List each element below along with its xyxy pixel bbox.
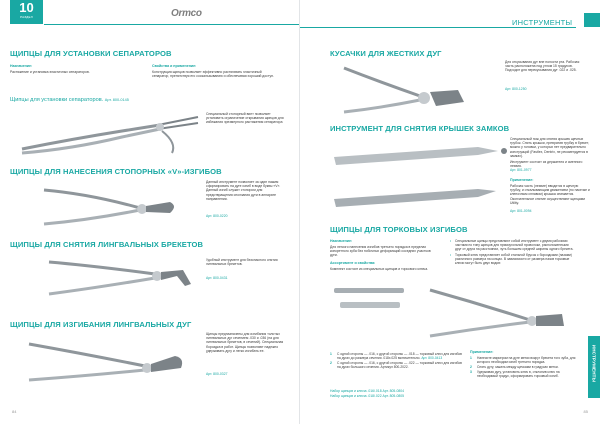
side-tab-label: ИНСТРУМЕНТЫ (591, 344, 597, 383)
v-bend-pliers-article: Арт. 800-0220 (206, 214, 228, 218)
purpose-text: Растяжение и установка эластичных сепараторов. (10, 70, 90, 74)
usage-text: Рабочая часть (лезвие) вводится в щечную трубку, и откалывающим движением (по насечке и клепочным сплавом) крышка снимается. Окончательное снятие осуществляют щипцами Utility. (510, 184, 590, 205)
props-text: Конструкция щипцов позволяет эффективно растягивать эластичный сепаратор, препятствуя его соскальзыванию и обеспечивая хороший доступ. (152, 70, 274, 79)
hard-wire-cutter-image (340, 62, 490, 122)
list-item (330, 361, 465, 369)
list-number: 1 (470, 356, 472, 360)
torque-use-list (470, 356, 580, 379)
list-item (470, 370, 580, 378)
cap-removal-tool-article-1: Арт. 801-0977 (510, 168, 532, 172)
v-bend-pliers-desc: Данный инструмент позволяет за один нажим сформировать на дуге изгиб в виде буквы «V». Данный изгиб служит стопором для предотвращения сползания дуги в аппарате направлении. (206, 180, 281, 201)
torque-key-list (330, 352, 465, 370)
lingual-arch-pliers-image (25, 334, 195, 386)
list-text: Снять дугу, зажать между щечками в градусах метки. (477, 365, 559, 370)
section-title-v-bend-pliers: ЩИПЦЫ ДЛЯ НАНЕСЕНИЯ СТОПОРНЫХ «V»-ИЗГИБОВ (10, 167, 222, 176)
list-number: 1 (330, 352, 332, 356)
cap-removal-tool-desc: Специальный нож для снятия крышек щечных трубок. Снять крышки, превратив трубку в брекет, можно у головки, у которых нет предварительно конструкций (Fastlex, Dentrix, не рекомендуется в замках). (510, 137, 589, 158)
header-tab (584, 13, 600, 27)
subtitle-text: Щипцы для установки сепараторов. (10, 97, 104, 103)
lingual-arch-pliers-article: Арт. 800-0327 (206, 372, 228, 376)
lingual-debond-pliers-image (45, 254, 200, 298)
subtitle (10, 97, 129, 103)
section-title-cap-removal-tool: ИНСТРУМЕНТ ДЛЯ СНЯТИЯ КРЫШЕК ЗАМКОВ (330, 124, 510, 133)
set-article-2: Набор щипцов и ключа .018/.022 Арт. 805-0805 (330, 394, 404, 398)
hard-wire-cutter-article: Арт. 800-1250 (505, 87, 527, 91)
list-item (470, 356, 580, 364)
header-rule (44, 24, 300, 25)
torque-pliers-image (330, 280, 570, 342)
subtitle-article: Арт. 800-0145 (104, 98, 129, 102)
torque-use-label: Применение: (470, 350, 494, 354)
cap-removal-tool-note: Инструмент состоит из держателя и сменного лезвия. (510, 160, 583, 169)
usage-label: Применение: (510, 178, 534, 182)
purpose-label: Назначение: (10, 64, 33, 68)
bullet-item: • Торковый ключ представляет собой стальной брусок с бороздками (пазами) различного размера на концах. В зависимости от размера пазов торковые ключи могут быть двух видов: (450, 253, 575, 265)
section-title-hard-wire-cutter: КУСАЧКИ ДЛЯ ЖЕСТКИХ ДУГ (330, 49, 442, 58)
set-article-1: Набор щипцов и ключа .016/.018 Арт. 805-0804 (330, 389, 404, 393)
section-title: ИНСТРУМЕНТЫ (512, 18, 573, 27)
list-number: 2 (470, 365, 472, 370)
list-item (470, 365, 580, 369)
separator-pliers-image (12, 109, 202, 157)
lingual-debond-pliers-article: Арт. 800-0431 (206, 276, 228, 280)
lingual-debond-pliers-desc: Удобный инструмент для безопасного снятия лингвальных брекетов. (206, 258, 278, 267)
page-number-right: 85 (583, 409, 588, 414)
section-title-lingual-arch-pliers: ЩИПЦЫ ДЛЯ ИЗГИБАНИЯ ЛИНГВАЛЬНЫХ ДУГ (10, 320, 192, 329)
bullet-item: • Специальные щипцы представляют собой инструмент с двумя рабочими частями по типу щипцов для прямоугольной проволоки, расположенными друг от друга на расстоянии, чуть большем средней ширины одного брекета. (450, 239, 575, 251)
torque-purpose-text: Для легкого нанесения изгибов третьего порядка в пределах конкретного зуба без побочных деформаций соседних участков дуги. (330, 245, 431, 258)
torque-set-text: Комплект состоит из специальных щипцов и торкового ключа. (330, 267, 429, 271)
lingual-arch-pliers-desc: Щипцы предназначены для изгибания толстых лингвальных дуг сечением .030 и .036 (на для лингвальных брекетов, в сечений). Специальная бороздка в работ. Щипцы позволяют надежно удерживать дугу и легко изгибать ее. (206, 332, 284, 353)
cap-removal-tool-image (328, 137, 518, 209)
list-article: Арт. 800-0413 (421, 356, 443, 361)
right-page (300, 0, 600, 424)
chapter-number: 10 (19, 0, 34, 15)
section-title-torque-pliers: ЩИПЦЫ ДЛЯ ТОРКОВЫХ ИЗГИБОВ (330, 225, 468, 234)
list-number: 2 (330, 361, 332, 366)
list-number: 3 (470, 370, 472, 375)
side-tab (588, 336, 600, 398)
torque-purpose-label: Назначение: (330, 239, 353, 243)
section-title-separator-pliers: ЩИПЦЫ ДЛЯ УСТАНОВКИ СЕПАРАТОРОВ (10, 49, 172, 58)
header-rule-right (300, 27, 576, 28)
list-text: Нанесите маркером на дуге метки вокруг брекета того зуба, для которого необходим изгиб третьего порядка. (477, 356, 576, 365)
v-bend-pliers-image (40, 180, 190, 228)
page-number-left: 84 (12, 409, 17, 414)
props-label: Свойства и применение: (152, 64, 197, 68)
chapter-label: РАЗДЕЛ (20, 15, 33, 19)
torque-set-label: Ассортимент и свойства: (330, 261, 376, 265)
ormco-logo: Ormco (171, 8, 202, 19)
section-title-lingual-debond-pliers: ЩИПЦЫ ДЛЯ СНЯТИЯ ЛИНГВАЛЬНЫХ БРЕКЕТОВ (10, 240, 204, 249)
list-text: С одной стороны — .016, с другой стороны — .018 — торковый ключ для изгибов на дугах до размера сечения .018х.025 включительно. (337, 352, 462, 361)
list-item (330, 352, 465, 360)
list-text: С одной стороны — .016, с другой стороны — .022 — торковый ключ для изгибов на дугах большого сечения. Артикул 800-2022. (337, 361, 462, 370)
hard-wire-cutter-desc: Для откусывания дуг вне полости рта. Рабочая часть расположена под углом 15 градусов. Подходит для перекусывания дуг .022 и .025. (505, 60, 580, 73)
list-text: Удерживая дугу, установить ключ в, отклонив ключ на необходимый градус, сформировать торковый изгиб. (477, 370, 560, 379)
cap-removal-tool-article-2: Арт. 801-0094 (510, 209, 532, 213)
separator-pliers-desc: Специальный стопорный винт позволяет установить ограничение открывания щипцов для избежания чрезмерного растяжения сепаратора (206, 112, 284, 125)
torque-bullets (450, 239, 575, 267)
chapter-badge (10, 0, 43, 24)
